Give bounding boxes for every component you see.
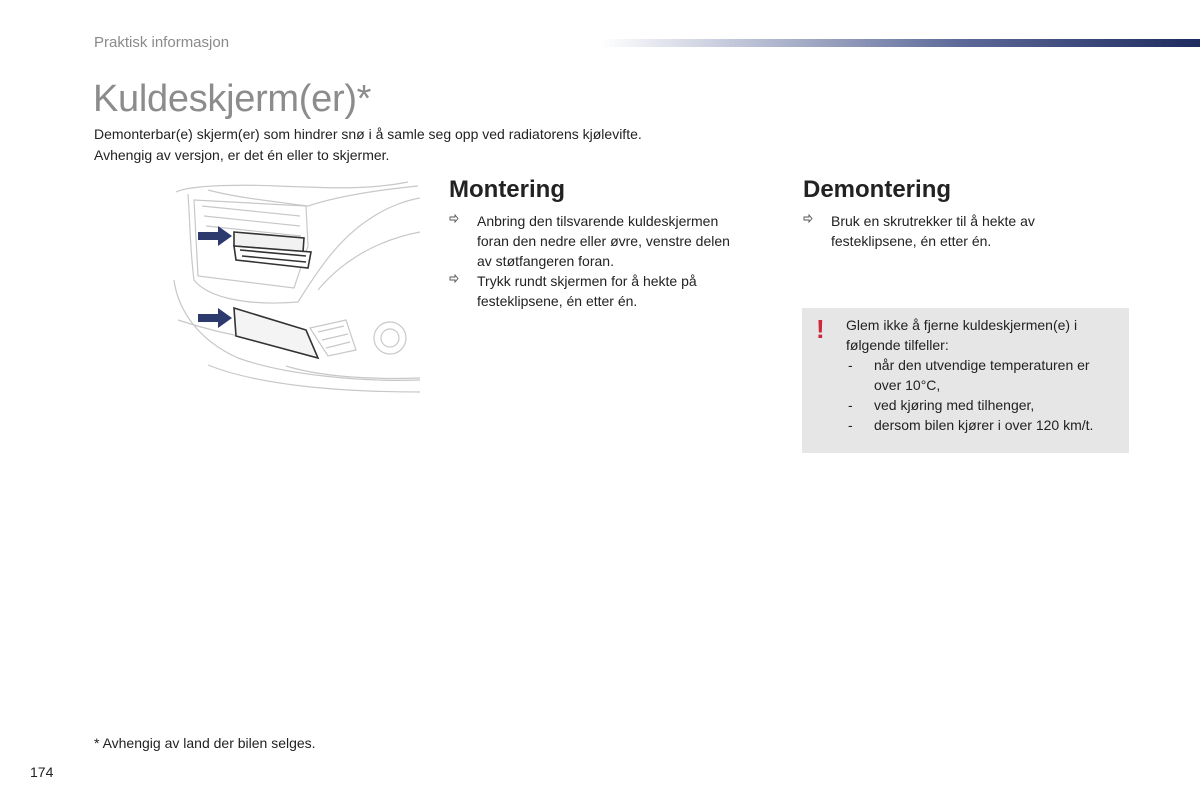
montering-step-2-line-1: Trykk rundt skjermen for å hekte på: [477, 273, 697, 289]
demontering-step-1: [803, 211, 1133, 251]
montering-heading: Montering: [449, 176, 565, 203]
footnote: * Avhengig av land der bilen selges.: [94, 735, 316, 751]
warning-intro-line-2: følgende tilfeller:: [846, 337, 949, 353]
hand-pointer-icon: [449, 274, 458, 283]
montering-step-2: [449, 271, 779, 311]
page-title: Kuldeskjerm(er)*: [93, 78, 372, 120]
warning-item-1: [846, 355, 1126, 395]
warning-item-3: [846, 415, 1126, 435]
warning-item-2: [846, 395, 1126, 415]
dash-bullet: -: [848, 417, 853, 433]
warning-exclamation-icon: !: [816, 314, 825, 344]
montering-steps: [449, 211, 779, 311]
warning-item-2-line-1: ved kjøring med tilhenger,: [874, 397, 1035, 413]
intro-text: [94, 124, 794, 166]
warning-intro: [846, 315, 1122, 355]
montering-step-1-line-2: foran den nedre eller øvre, venstre delen: [477, 233, 730, 249]
warning-list: [846, 355, 1126, 435]
warning-box: [802, 308, 1129, 453]
montering-step-1-line-1: Anbring den tilsvarende kuldeskjermen: [477, 213, 719, 229]
demontering-heading: Demontering: [803, 176, 952, 203]
car-front-grille-illustration: [168, 180, 422, 398]
montering-step-1-line-3: av støtfangeren foran.: [477, 253, 614, 269]
warning-item-3-line-1: dersom bilen kjører i over 120 km/t.: [874, 417, 1094, 433]
hand-pointer-icon: [803, 214, 812, 223]
montering-step-2-line-2: festeklipsene, én etter én.: [477, 293, 638, 309]
demontering-step-1-line-1: Bruk en skrutrekker til å hekte av: [831, 213, 1035, 229]
header-bar: [600, 39, 1200, 47]
demontering-steps: [803, 211, 1133, 251]
intro-line-2: Avhengig av versjon, er det én eller to skjermer.: [94, 147, 390, 163]
warning-intro-line-1: Glem ikke å fjerne kuldeskjermen(e) i: [846, 317, 1078, 333]
section-label: Praktisk informasjon: [94, 34, 230, 51]
intro-line-1: Demonterbar(e) skjerm(er) som hindrer snø i å samle seg opp ved radiatorens kjølevifte.: [94, 126, 642, 142]
demontering-step-1-line-2: festeklipsene, én etter én.: [831, 233, 992, 249]
page-number: 174: [30, 764, 54, 780]
warning-item-1-line-2: over 10°C,: [874, 377, 941, 393]
montering-step-1: [449, 211, 779, 271]
car-illustration-svg: [168, 180, 422, 398]
warning-item-1-line-1: når den utvendige temperaturen er: [874, 357, 1090, 373]
dash-bullet: -: [848, 397, 853, 413]
dash-bullet: -: [848, 357, 853, 373]
hand-pointer-icon: [449, 214, 458, 223]
